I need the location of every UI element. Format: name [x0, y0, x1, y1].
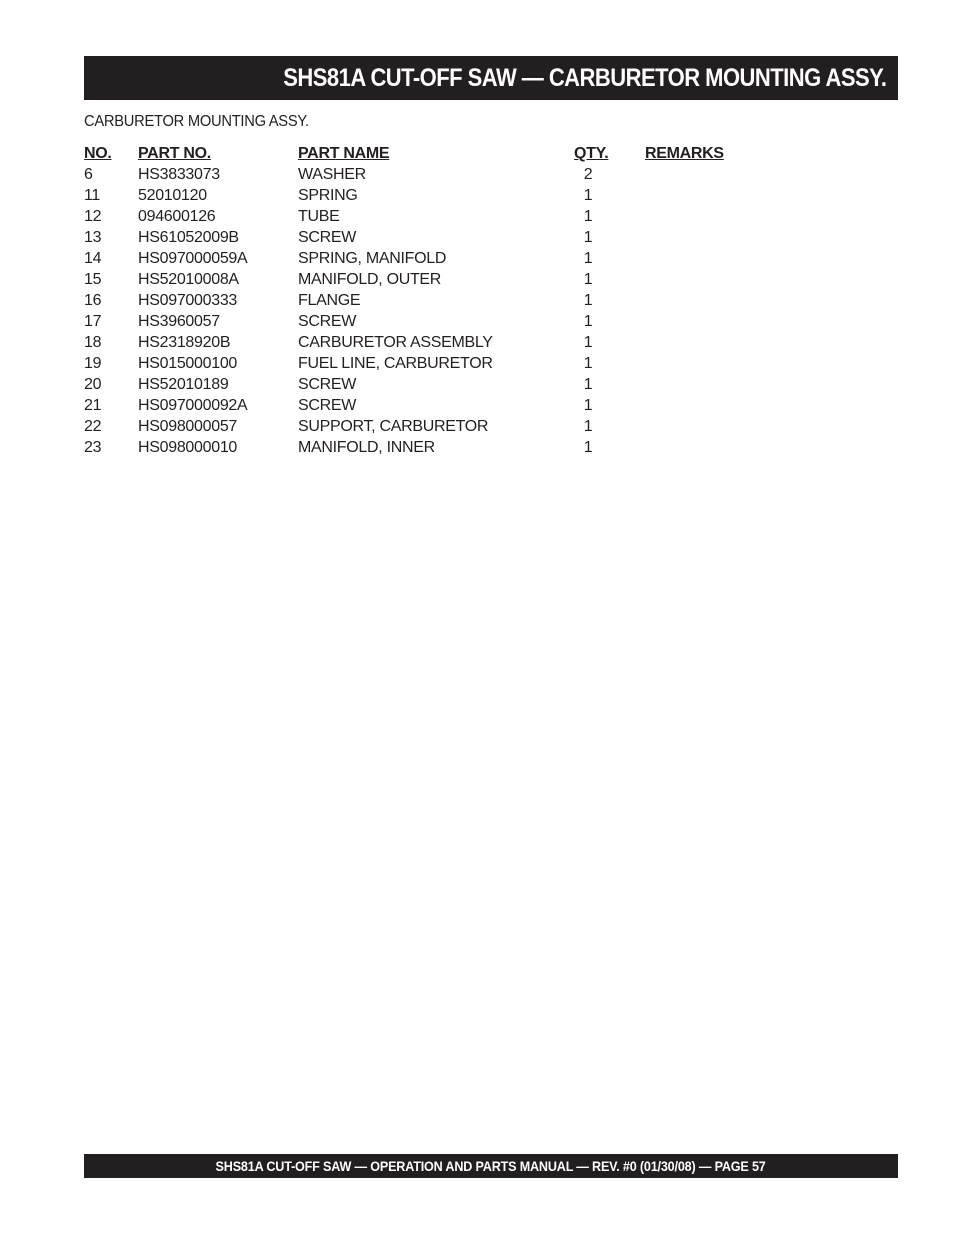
- page-title: SHS81A CUT-OFF SAW — CARBURETOR MOUNTING ASSY.: [282, 63, 886, 92]
- column-header-remarks: REMARKS: [645, 145, 724, 162]
- part-qty: 2: [583, 166, 593, 183]
- part-number-index: 22: [84, 418, 102, 435]
- part-number: HS097000059A: [138, 250, 248, 267]
- part-name: SCREW: [298, 397, 357, 414]
- part-number-index: 15: [84, 271, 102, 288]
- part-number: HS098000057: [138, 418, 238, 435]
- table-row: [84, 206, 784, 227]
- part-number-index: 11: [84, 187, 101, 204]
- part-number-index: 17: [84, 313, 102, 330]
- part-name: FUEL LINE, CARBURETOR: [298, 355, 493, 372]
- table-body: [84, 164, 784, 458]
- part-qty: 1: [583, 439, 593, 456]
- column-header-qty: QTY.: [574, 145, 609, 162]
- table-row: [84, 248, 784, 269]
- part-qty: 1: [583, 271, 593, 288]
- table-row: [84, 164, 784, 185]
- column-header-no: NO.: [84, 145, 112, 162]
- part-number: HS52010008A: [138, 271, 239, 288]
- table-row: [84, 290, 784, 311]
- part-number-index: 20: [84, 376, 102, 393]
- part-qty: 1: [583, 376, 593, 393]
- part-number-index: 13: [84, 229, 102, 246]
- part-number: HS52010189: [138, 376, 229, 393]
- table-header-row: [84, 143, 784, 164]
- part-qty: 1: [583, 334, 593, 351]
- table-row: [84, 416, 784, 437]
- part-name: CARBURETOR ASSEMBLY: [298, 334, 493, 351]
- table-row: [84, 395, 784, 416]
- part-qty: 1: [583, 313, 593, 330]
- page-title-bar: [84, 56, 898, 100]
- part-qty: 1: [583, 418, 593, 435]
- parts-table: [84, 143, 784, 458]
- part-qty: 1: [583, 355, 593, 372]
- part-number: HS3960057: [138, 313, 220, 330]
- part-name: SCREW: [298, 229, 357, 246]
- part-qty: 1: [583, 292, 593, 309]
- part-number: HS097000092A: [138, 397, 248, 414]
- part-number-index: 16: [84, 292, 102, 309]
- part-qty: 1: [583, 208, 593, 225]
- part-qty: 1: [583, 397, 593, 414]
- part-number-index: 18: [84, 334, 102, 351]
- part-number: HS097000333: [138, 292, 238, 309]
- part-number-index: 6: [84, 166, 93, 183]
- part-number-index: 23: [84, 439, 102, 456]
- part-name: MANIFOLD, OUTER: [298, 271, 442, 288]
- part-number: HS61052009B: [138, 229, 239, 246]
- footer-bar: [84, 1154, 898, 1178]
- part-name: SCREW: [298, 376, 357, 393]
- part-name: SUPPORT, CARBURETOR: [298, 418, 489, 435]
- part-name: WASHER: [298, 166, 366, 183]
- part-qty: 1: [583, 229, 593, 246]
- part-qty: 1: [583, 250, 593, 267]
- part-number: HS098000010: [138, 439, 238, 456]
- part-qty: 1: [583, 187, 593, 204]
- part-name: MANIFOLD, INNER: [298, 439, 435, 456]
- part-number: HS2318920B: [138, 334, 231, 351]
- part-number-index: 14: [84, 250, 102, 267]
- table-row: [84, 374, 784, 395]
- part-name: TUBE: [298, 208, 340, 225]
- table-row: [84, 437, 784, 458]
- table-row: [84, 311, 784, 332]
- part-number-index: 12: [84, 208, 102, 225]
- column-header-part-name: PART NAME: [298, 145, 390, 162]
- footer-text: SHS81A CUT-OFF SAW — OPERATION AND PARTS MANUAL — REV. #0 (01/30/08) — PAGE 57: [215, 1158, 767, 1174]
- part-name: SPRING: [298, 187, 358, 204]
- part-number-index: 21: [84, 397, 102, 414]
- part-number: 094600126: [138, 208, 216, 225]
- part-number: HS015000100: [138, 355, 238, 372]
- table-row: [84, 353, 784, 374]
- column-header-part-no: PART NO.: [138, 145, 211, 162]
- section-title: CARBURETOR MOUNTING ASSY.: [84, 113, 309, 130]
- table-row: [84, 269, 784, 290]
- part-number-index: 19: [84, 355, 102, 372]
- table-row: [84, 332, 784, 353]
- part-name: SCREW: [298, 313, 357, 330]
- table-row: [84, 227, 784, 248]
- table-row: [84, 185, 784, 206]
- part-name: SPRING, MANIFOLD: [298, 250, 447, 267]
- part-name: FLANGE: [298, 292, 361, 309]
- part-number: HS3833073: [138, 166, 220, 183]
- part-number: 52010120: [138, 187, 207, 204]
